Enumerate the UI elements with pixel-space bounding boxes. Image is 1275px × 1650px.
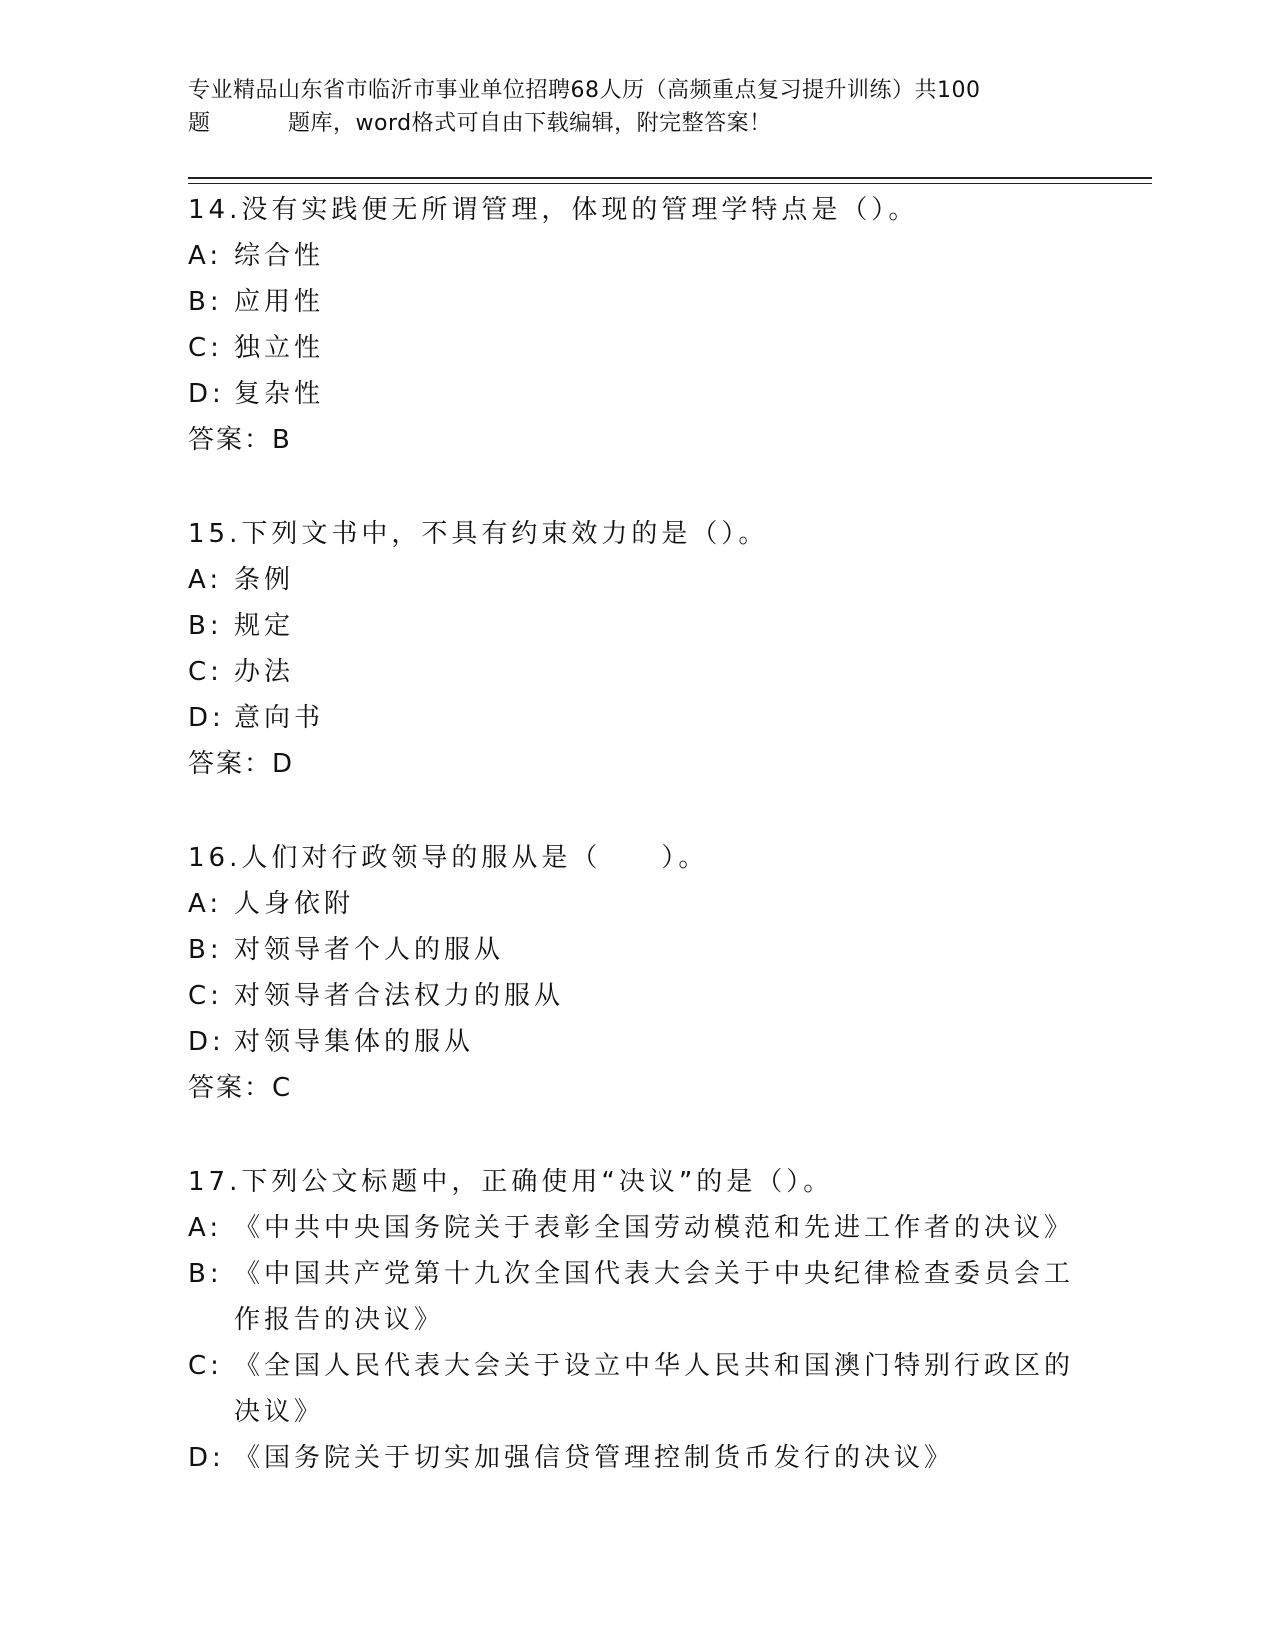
option-d [188, 371, 1078, 417]
option-letter: A: [188, 565, 223, 595]
option-letter: C: [188, 1351, 223, 1381]
option-letter: D: [188, 1027, 225, 1057]
question-17 [188, 1159, 1078, 1481]
question-16 [188, 835, 1078, 1111]
option-letter: D: [188, 1443, 225, 1473]
question-15 [188, 511, 1078, 787]
header-line-1: 专业精品山东省市临沂市事业单位招聘68人历（高频重点复习提升训练）共100 [188, 78, 981, 103]
header-line-2-lead: 题 [188, 111, 211, 136]
header-line-2 [188, 107, 1068, 140]
question-stem: 17.下列公文标题中，正确使用“决议”的是（）。 [188, 1167, 834, 1197]
option-text: 《中共中央国务院关于表彰全国劳动模范和先进工作者的决议》 [234, 1213, 1075, 1243]
header-divider-thick [188, 177, 1152, 179]
option-c [188, 325, 1078, 371]
option-letter: A: [188, 889, 223, 919]
option-letter: D: [188, 703, 225, 733]
option-c [188, 649, 1078, 695]
option-text: 《国务院关于切实加强信贷管理控制货币发行的决议》 [234, 1443, 955, 1473]
option-text: 条例 [234, 565, 295, 595]
option-a [188, 557, 1078, 603]
option-text: 《全国人民代表大会关于设立中华人民共和国澳门特别行政区的决议》 [234, 1351, 1075, 1427]
option-text: 对领导者合法权力的服从 [234, 981, 565, 1011]
option-text: 应用性 [234, 287, 325, 317]
option-b [188, 603, 1078, 649]
header-divider-thin [188, 183, 1152, 184]
option-letter: B: [188, 935, 223, 965]
option-d [188, 1019, 1078, 1065]
option-text: 办法 [234, 657, 295, 687]
option-d [188, 1435, 1078, 1481]
option-text: 对领导集体的服从 [234, 1027, 475, 1057]
option-letter: A: [188, 241, 223, 271]
option-text: 意向书 [234, 703, 325, 733]
answer: 答案：D [188, 749, 295, 779]
option-letter: C: [188, 981, 223, 1011]
answer: 答案：B [188, 425, 292, 455]
option-text: 独立性 [234, 333, 325, 363]
page-header [188, 74, 1068, 140]
option-letter: B: [188, 287, 223, 317]
question-14 [188, 187, 1078, 463]
answer: 答案：C [188, 1073, 293, 1103]
question-stem: 14.没有实践便无所谓管理，体现的管理学特点是（）。 [188, 195, 919, 225]
option-text: 复杂性 [234, 379, 325, 409]
option-text: 综合性 [234, 241, 325, 271]
option-letter: D: [188, 379, 225, 409]
option-text: 《中国共产党第十九次全国代表大会关于中央纪律检查委员会工作报告的决议》 [234, 1259, 1075, 1335]
option-b [188, 927, 1078, 973]
option-c [188, 973, 1078, 1019]
option-text: 对领导者个人的服从 [234, 935, 505, 965]
option-letter: A: [188, 1213, 223, 1243]
option-letter: C: [188, 657, 223, 687]
question-stem: 16.人们对行政领导的服从是（ ）。 [188, 843, 709, 873]
question-stem: 15.下列文书中，不具有约束效力的是（）。 [188, 519, 769, 549]
option-letter: C: [188, 333, 223, 363]
option-letter: B: [188, 1259, 223, 1289]
option-b [188, 279, 1078, 325]
header-line-2-rest: 题库，word格式可自由下载编辑，附完整答案！ [288, 111, 772, 136]
option-a [188, 881, 1078, 927]
option-c [188, 1343, 1078, 1435]
option-b [188, 1251, 1078, 1343]
option-text: 规定 [234, 611, 295, 641]
option-d [188, 695, 1078, 741]
option-a [188, 1205, 1078, 1251]
question-list [188, 187, 1078, 1529]
option-a [188, 233, 1078, 279]
option-text: 人身依附 [234, 889, 355, 919]
option-letter: B: [188, 611, 223, 641]
